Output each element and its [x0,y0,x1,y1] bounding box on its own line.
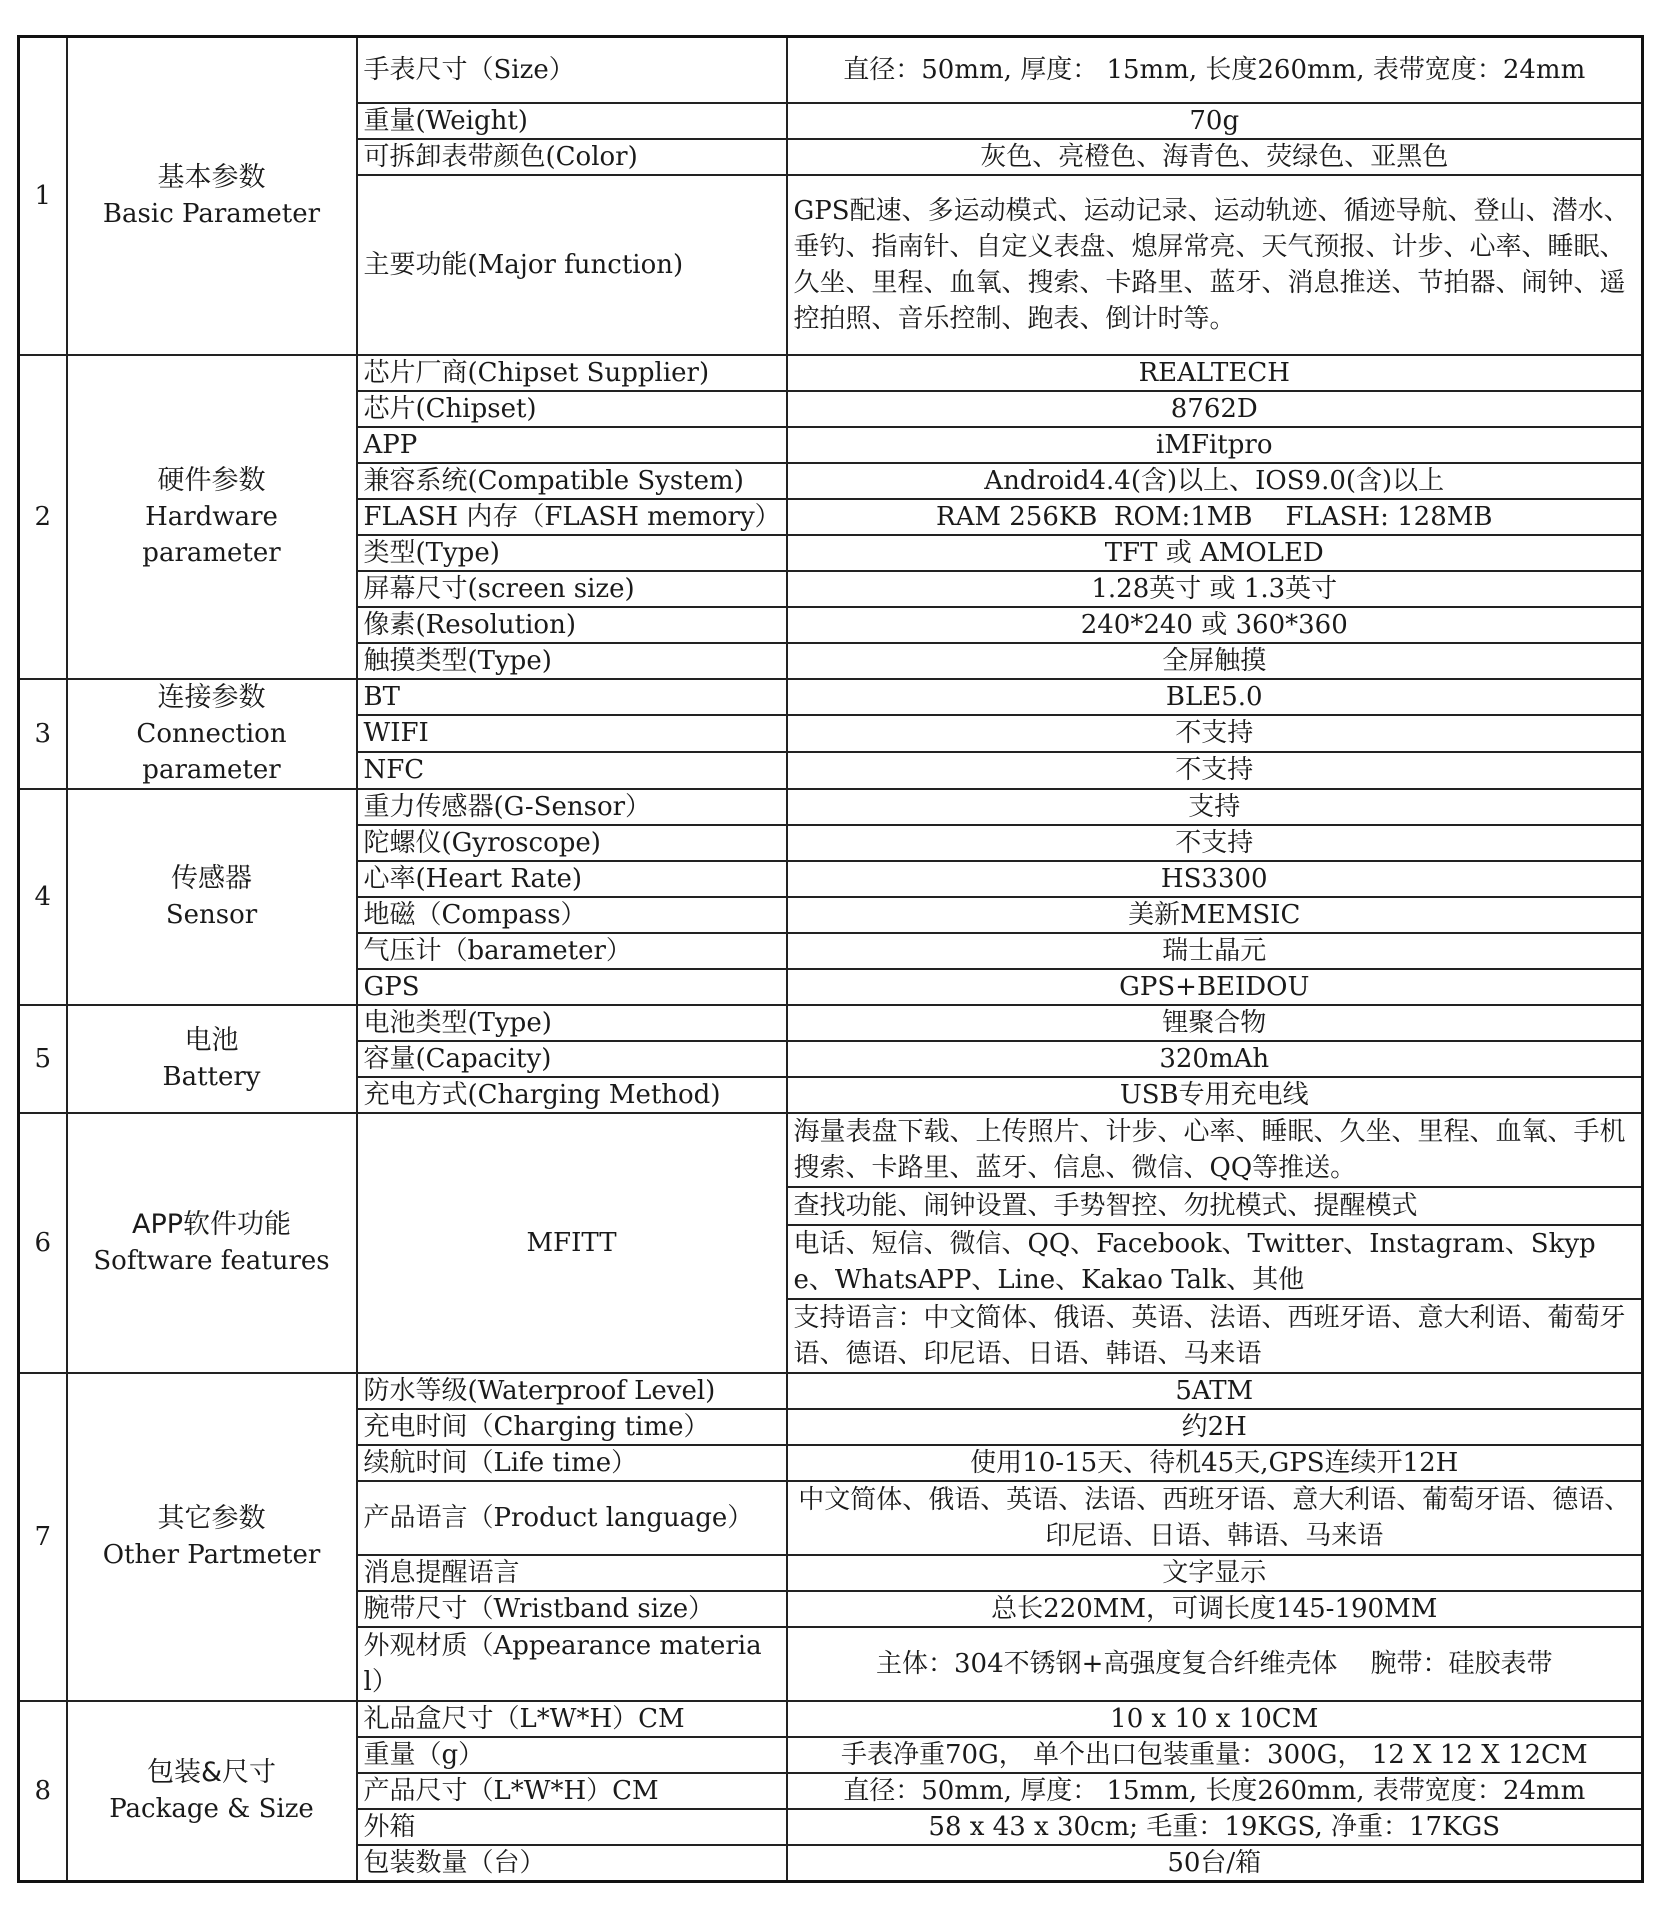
spec-value: 直径：50mm, 厚度： 15mm, 长度260mm, 表带宽度：24mm [787,1773,1643,1809]
category-en: Other Partmeter [102,1539,321,1570]
section-number: 3 [19,679,67,789]
spec-label: 重量(Weight) [357,103,787,139]
spec-label: MFITT [357,1113,787,1373]
spec-label: 地磁（Compass） [357,897,787,933]
spec-value: 海量表盘下载、上传照片、计步、心率、睡眠、久坐、里程、血氧、手机搜索、卡路里、蓝牙、信息、微信、QQ等推送。 [787,1113,1643,1187]
spec-value: GPS+BEIDOU [787,969,1643,1005]
spec-label: FLASH 内存（FLASH memory） [357,499,787,535]
category-en: Basic Parameter [102,198,321,229]
section-category [67,1005,357,1113]
table-row [19,37,1643,103]
spec-value: 不支持 [787,825,1643,861]
spec-label: 重量（g） [357,1737,787,1773]
spec-label: WIFI [357,715,787,752]
spec-value: 240*240 或 360*360 [787,607,1643,643]
table-row [19,355,1643,391]
category-zh: 包装&尺寸 [146,1756,277,1788]
spec-value: USB专用充电线 [787,1077,1643,1113]
category-en: Sensor [165,899,258,930]
spec-value: 灰色、亮橙色、海青色、荧绿色、亚黑色 [787,139,1643,175]
section-number: 7 [19,1373,67,1701]
spec-label: NFC [357,752,787,789]
spec-label: 充电方式(Charging Method) [357,1077,787,1113]
spec-label: 充电时间（Charging time） [357,1409,787,1445]
spec-value: 查找功能、闹钟设置、手势智控、勿扰模式、提醒模式 [787,1187,1643,1225]
spec-value: 约2H [787,1409,1643,1445]
category-zh: APP软件功能 [131,1208,292,1240]
spec-label: 陀螺仪(Gyroscope) [357,825,787,861]
category-zh: 其它参数 [157,1502,266,1534]
spec-value: 使用10-15天、待机45天,GPS连续开12H [787,1445,1643,1481]
spec-label: 主要功能(Major function) [357,175,787,355]
spec-label: APP [357,427,787,463]
spec-label: 外箱 [357,1809,787,1845]
spec-label: 可拆卸表带颜色(Color) [357,139,787,175]
spec-table [17,35,1644,1883]
spec-label: 防水等级(Waterproof Level) [357,1373,787,1409]
spec-label: 重力传感器(G-Sensor） [357,789,787,825]
spec-value: 5ATM [787,1373,1643,1409]
section-number: 8 [19,1701,67,1882]
spec-value: 50台/箱 [787,1845,1643,1882]
section-category [67,355,357,679]
spec-value: 10 x 10 x 10CM [787,1701,1643,1737]
section-category [67,789,357,1005]
spec-value: 电话、短信、微信、QQ、Facebook、Twitter、Instagram、Skype、WhatsAPP、Line、Kakao Talk、其他 [787,1225,1643,1299]
category-en: Battery [162,1061,261,1092]
table-row [19,1701,1643,1737]
table-row [19,1113,1643,1187]
spec-label: 礼品盒尺寸（L*W*H）CM [357,1701,787,1737]
spec-value: GPS配速、多运动模式、运动记录、运动轨迹、循迹导航、登山、潜水、垂钓、指南针、自定义表盘、熄屏常亮、天气预报、计步、心率、睡眠、久坐、里程、血氧、搜索、卡路里、蓝牙、消息推送、节拍器、闹钟、遥控拍照、音乐控制、跑表、倒计时等。 [787,175,1643,355]
spec-label: GPS [357,969,787,1005]
spec-label: 气压计（barameter） [357,933,787,969]
spec-value: 8762D [787,391,1643,427]
spec-label: 触摸类型(Type) [357,643,787,679]
table-row [19,679,1643,716]
section-number: 5 [19,1005,67,1113]
spec-label: BT [357,679,787,716]
spec-label: 外观材质（Appearance material） [357,1627,787,1701]
section-category [67,37,357,355]
spec-value: 不支持 [787,752,1643,789]
spec-label: 兼容系统(Compatible System) [357,463,787,499]
category-en: Hardware parameter [142,501,281,568]
category-en: Connection parameter [136,718,287,785]
spec-value: 锂聚合物 [787,1005,1643,1041]
spec-value: 总长220MM，可调长度145-190MM [787,1591,1643,1627]
spec-label: 心率(Heart Rate) [357,861,787,897]
section-category [67,1373,357,1701]
spec-value: HS3300 [787,861,1643,897]
spec-value: 直径：50mm, 厚度： 15mm, 长度260mm, 表带宽度：24mm [787,37,1643,103]
spec-label: 容量(Capacity) [357,1041,787,1077]
section-category [67,679,357,789]
spec-value: 美新MEMSIC [787,897,1643,933]
section-number: 2 [19,355,67,679]
spec-label: 芯片厂商(Chipset Supplier) [357,355,787,391]
spec-value: 支持 [787,789,1643,825]
category-en: Package & Size [109,1793,314,1824]
spec-value: 瑞士晶元 [787,933,1643,969]
category-zh: 硬件参数 [157,464,266,496]
spec-label: 包装数量（台） [357,1845,787,1882]
spec-value: 支持语言：中文简体、俄语、英语、法语、西班牙语、意大利语、葡萄牙语、德语、印尼语、日语、韩语、马来语 [787,1299,1643,1373]
spec-label: 腕带尺寸（Wristband size） [357,1591,787,1627]
spec-label: 电池类型(Type) [357,1005,787,1041]
spec-value: 1.28英寸 或 1.3英寸 [787,571,1643,607]
spec-value: 全屏触摸 [787,643,1643,679]
spec-value: Android4.4(含)以上、IOS9.0(含)以上 [787,463,1643,499]
spec-value: 中文简体、俄语、英语、法语、西班牙语、意大利语、葡萄牙语、德语、印尼语、日语、韩语、马来语 [787,1481,1643,1555]
spec-label: 续航时间（Life time） [357,1445,787,1481]
spec-value: 320mAh [787,1041,1643,1077]
spec-label: 产品语言（Product language） [357,1481,787,1555]
spec-value: iMFitpro [787,427,1643,463]
spec-value: 58 x 43 x 30cm; 毛重：19KGS, 净重：17KGS [787,1809,1643,1845]
table-row [19,789,1643,825]
spec-label: 像素(Resolution) [357,607,787,643]
category-en: Software features [93,1245,330,1276]
spec-label: 类型(Type) [357,535,787,571]
section-number: 4 [19,789,67,1005]
category-zh: 连接参数 [157,681,266,713]
spec-label: 产品尺寸（L*W*H）CM [357,1773,787,1809]
category-zh: 基本参数 [157,161,266,193]
category-zh: 传感器 [171,862,252,894]
spec-value: RAM 256KB ROM:1MB FLASH: 128MB [787,499,1643,535]
spec-value: BLE5.0 [787,679,1643,716]
spec-label: 消息提醒语言 [357,1555,787,1591]
spec-value: 主体：304不锈钢+高强度复合纤维壳体 腕带：硅胶表带 [787,1627,1643,1701]
table-row [19,1373,1643,1409]
section-number: 6 [19,1113,67,1373]
spec-label: 屏幕尺寸(screen size) [357,571,787,607]
section-category [67,1113,357,1373]
spec-value: REALTECH [787,355,1643,391]
spec-value: 手表净重70G， 单个出口包装重量：300G， 12 X 12 X 12CM [787,1737,1643,1773]
spec-label: 芯片(Chipset) [357,391,787,427]
spec-value: 70g [787,103,1643,139]
spec-value: TFT 或 AMOLED [787,535,1643,571]
category-zh: 电池 [184,1024,239,1056]
section-number: 1 [19,37,67,355]
spec-label: 手表尺寸（Size） [357,37,787,103]
section-category [67,1701,357,1882]
table-row [19,1005,1643,1041]
spec-value: 文字显示 [787,1555,1643,1591]
spec-value: 不支持 [787,715,1643,752]
